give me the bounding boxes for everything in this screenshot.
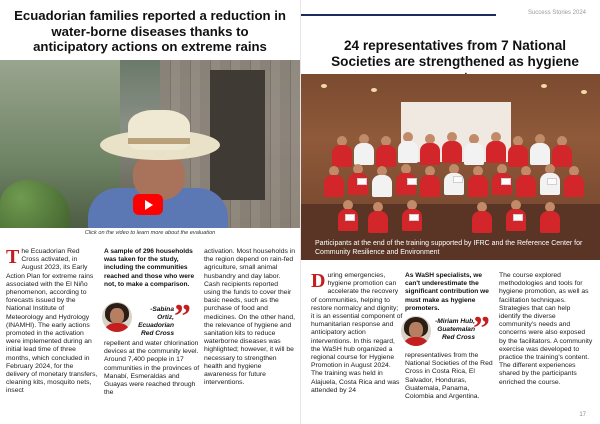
video-player[interactable] [0, 60, 300, 228]
pull-quote-text: As WaSH specialists, we can't underestimate the significant contribution we must make as hygiene promoters. [405, 272, 489, 312]
group-photo [301, 74, 600, 260]
dropcap: D [311, 270, 326, 292]
right-page [300, 0, 600, 424]
right-column-3: The course explored methodologies and tools for hygiene promotion, as well as facilitation techniques. Strategies that can help identify the diverse community's needs and concerns were also exposed by the facilitators. A community exercise was developed to practice the training's content. The different experiences shared by the participants enriched the course. [499, 272, 593, 386]
running-head: Success Stories 2024 [527, 10, 586, 16]
pull-quote-text: A sample of 296 households was taken for the study, including the communities reached and those who were not, to make a comparison. [104, 248, 195, 288]
video-caption-link[interactable]: Click on the video to learn more about the evaluation [84, 230, 216, 236]
dropcap: T [6, 246, 20, 268]
photo-caption: Participants at the end of the training supported by IFRC and the Reference Center for Community Resilience and Environment [315, 240, 583, 256]
left-column-1 [6, 248, 98, 396]
right-column-1 [311, 272, 403, 395]
right-column-2: representatives from the National Societies of the Red Cross in Costa Rica, El Salvador, Honduras, Guatemala, Panama, Colombia and Argentina. [405, 352, 493, 401]
pull-quote-attribution: -Sabina Ortiz, Ecuadorian Red Cross [138, 306, 174, 337]
quote-mark-icon: ” [174, 298, 191, 335]
page-number: 17 [579, 412, 586, 418]
video-background-doorway [210, 70, 265, 200]
pull-quote-attribution: -Miriam Hub, Guatemalan Red Cross [435, 318, 475, 341]
left-column-2: repellent and water chlorination devices at the community level. Around 7,400 people in 17 communities in the provinces of Manabí, Esmeraldas and Guayas were reached through the [104, 340, 200, 397]
avatar [102, 302, 132, 332]
quote-mark-icon: ” [473, 310, 490, 347]
left-column-3: activation. Most households in the region depend on rain-fed agriculture, small animal husbandry and day labor. Cash recipients reported using the funds to cover their basic needs, such as the purchase of food and medicines. On the other hand, the relevance of hygiene and sanitation kits to reduce waterborne diseases was highlighted; however, it will be necessary to strengthen health and hygiene awareness for future interventions. [204, 248, 296, 387]
header-rule [301, 14, 496, 16]
right-article-title: 24 representatives from 7 National Societies are strengthened as hygiene [331, 38, 579, 69]
video-person-hat-crown [128, 110, 190, 150]
video-person-hat-band [128, 138, 190, 144]
right-column-1-text: uring emergencies, hygiene promotion can accelerate the recovery of communities, helping to restore normalcy and dignity; it is an essential component of humanitarian response and anticipatory action interventions. In this regard, the WaSH hub organized a regional course for Hygiene Promotion in August 2024. The training was held in Alajuela, Costa Rica and was attended by 24 [311, 272, 403, 394]
avatar [401, 316, 431, 346]
left-column-1-text: he Ecuadorian Red Cross activated, in August 2023, its Early Action Plan for extreme rains associated with the El Niño phenomenon, according to forecasts issued by the National Institute of Meteorology and Hydrology (INAMHI). The early actions promoted in the activation were implemented during an initial lead time of three months, which concluded in February 2024, for the delivery of monetary transfers, cleaning kits, mosquito nets, insect [6, 248, 98, 395]
left-article-title: Ecuadorian families reported a reduction in water-borne diseases thanks to anticipatory actions on extreme rains [14, 8, 286, 54]
play-icon[interactable] [133, 194, 163, 215]
